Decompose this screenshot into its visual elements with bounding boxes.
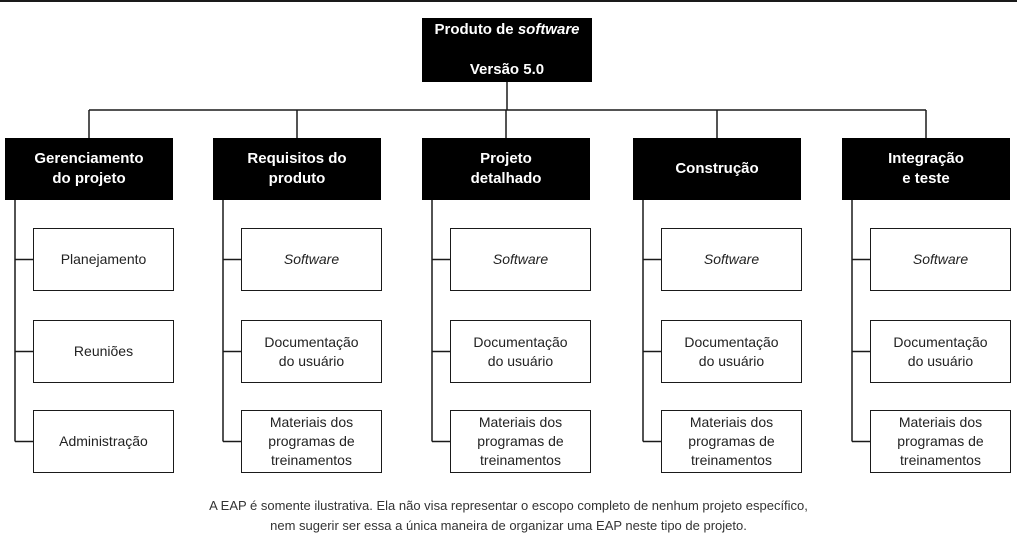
work-package-4-1: Software [661,228,802,291]
category-box-5: Integração e teste [842,138,1010,200]
work-package-1-3: Administração [33,410,174,473]
work-package-3-2: Documentação do usuário [450,320,591,383]
work-package-1-1: Planejamento [33,228,174,291]
caption-line-1: A EAP é somente ilustrativa. Ela não visa representar o escopo completo de nenhum projeto específico, [209,498,808,513]
caption-line-2: nem sugerir ser essa a única maneira de organizar uma EAP neste tipo de projeto. [270,518,747,533]
work-package-5-3: Materiais dos programas de treinamentos [870,410,1011,473]
work-package-4-2: Documentação do usuário [661,320,802,383]
work-package-2-1: Software [241,228,382,291]
root-line2: Versão 5.0 [469,61,545,78]
work-package-3-3: Materiais dos programas de treinamentos [450,410,591,473]
work-package-5-1: Software [870,228,1011,291]
work-package-2-2: Documentação do usuário [241,320,382,383]
work-package-1-2: Reuniões [33,320,174,383]
category-box-2: Requisitos do produto [213,138,381,200]
work-package-2-3: Materiais dos programas de treinamentos [241,410,382,473]
category-box-4: Construção [633,138,801,200]
root-line1: Produto de software [434,21,580,38]
root-node [422,18,592,82]
work-package-4-3: Materiais dos programas de treinamentos [661,410,802,473]
work-package-5-2: Documentação do usuário [870,320,1011,383]
category-box-3: Projeto detalhado [422,138,590,200]
category-box-1: Gerenciamento do projeto [5,138,173,200]
work-package-3-1: Software [450,228,591,291]
